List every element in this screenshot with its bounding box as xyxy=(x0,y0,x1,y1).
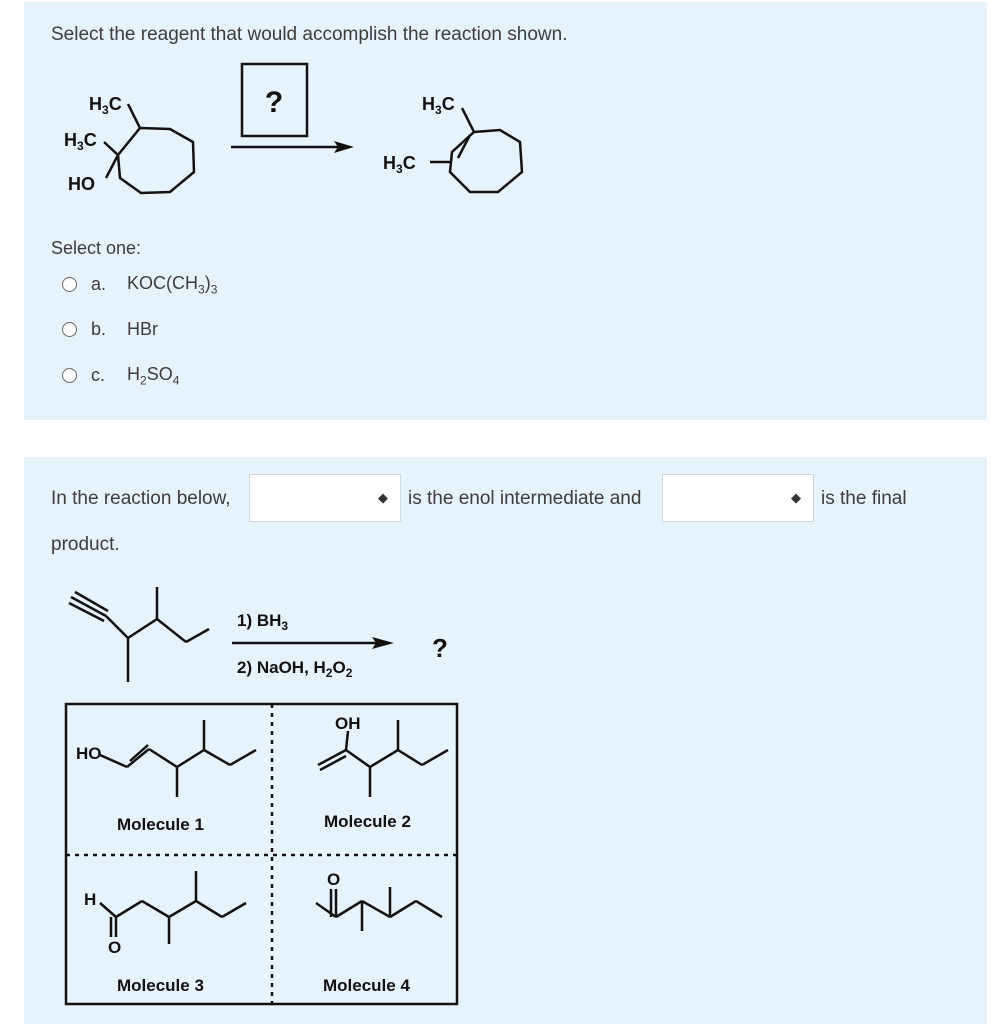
molecule-3-atom-h: H xyxy=(84,890,97,909)
sm-bonds xyxy=(104,104,140,178)
radio-a[interactable] xyxy=(62,277,77,292)
option-c[interactable] xyxy=(62,364,179,388)
molecule-4-structure xyxy=(316,887,442,931)
q2-prompt-part4: product. xyxy=(51,534,120,555)
radio-b[interactable] xyxy=(62,322,77,337)
option-a-letter: a. xyxy=(91,274,107,295)
q2-unknown-product: ? xyxy=(432,633,448,663)
dropdown-arrow-icon: ◆ xyxy=(791,490,801,505)
q2-prompt-part1: In the reaction below, xyxy=(51,488,231,509)
molecule-2-label: Molecule 2 xyxy=(324,812,411,831)
prod-ch3-top-label: $H_3C$ xyxy=(422,94,455,117)
molecule-4-atom: O xyxy=(327,870,341,889)
molecule-2-atom: OH xyxy=(335,714,361,733)
option-c-text: $H_2SO_4$ xyxy=(127,364,180,388)
question-1-prompt: Select the reagent that would accomplish the reaction shown. xyxy=(51,24,568,45)
question-1-reaction-scheme xyxy=(24,2,584,222)
molecule-4-label: Molecule 4 xyxy=(323,976,410,995)
unknown-reagent-mark: ? xyxy=(264,86,284,119)
q2-prompt-part2: is the enol intermediate and xyxy=(408,488,642,509)
option-a[interactable] xyxy=(62,273,217,297)
select-one-label: Select one: xyxy=(51,238,142,258)
molecule-3-atom-o: O xyxy=(108,938,122,957)
molecule-1-atom: HO xyxy=(76,744,102,763)
prod-ch3-mid-label: $H_3C$ xyxy=(383,153,416,176)
q2-reaction-scheme xyxy=(24,587,484,1024)
option-b-letter: b. xyxy=(91,319,107,339)
step2-reagent: 2) NaOH, $H_2O_2$ xyxy=(237,658,353,680)
product-ring xyxy=(430,108,522,192)
alkyne-starting-material xyxy=(69,587,209,682)
radio-c[interactable] xyxy=(62,368,77,383)
final-product-dropdown[interactable] xyxy=(662,474,814,522)
option-b[interactable] xyxy=(62,319,158,340)
sm-ch3-top-label: $H_3C$ xyxy=(89,94,122,117)
option-c-letter: c. xyxy=(91,365,106,386)
sm-ch3-mid-label: $H_3C$ xyxy=(64,130,97,153)
q2-prompt-part3: is the final xyxy=(821,488,907,509)
question-2-panel xyxy=(24,457,987,1024)
molecule-1-structure xyxy=(100,720,256,797)
molecule-1-label: Molecule 1 xyxy=(117,815,204,834)
dropdown-arrow-icon: ◆ xyxy=(378,490,388,505)
enol-dropdown[interactable] xyxy=(249,474,401,522)
question-1-panel xyxy=(24,2,987,420)
option-a-text: $KOC(CH_3)_3$ xyxy=(127,273,218,297)
molecule-3-structure xyxy=(100,871,246,944)
step1-reagent: 1) $BH_3$ xyxy=(237,611,289,633)
option-b-text: HBr xyxy=(127,319,158,339)
starting-material xyxy=(118,128,194,193)
sm-oh-label: HO xyxy=(68,174,95,194)
molecule-3-label: Molecule 3 xyxy=(117,976,204,995)
